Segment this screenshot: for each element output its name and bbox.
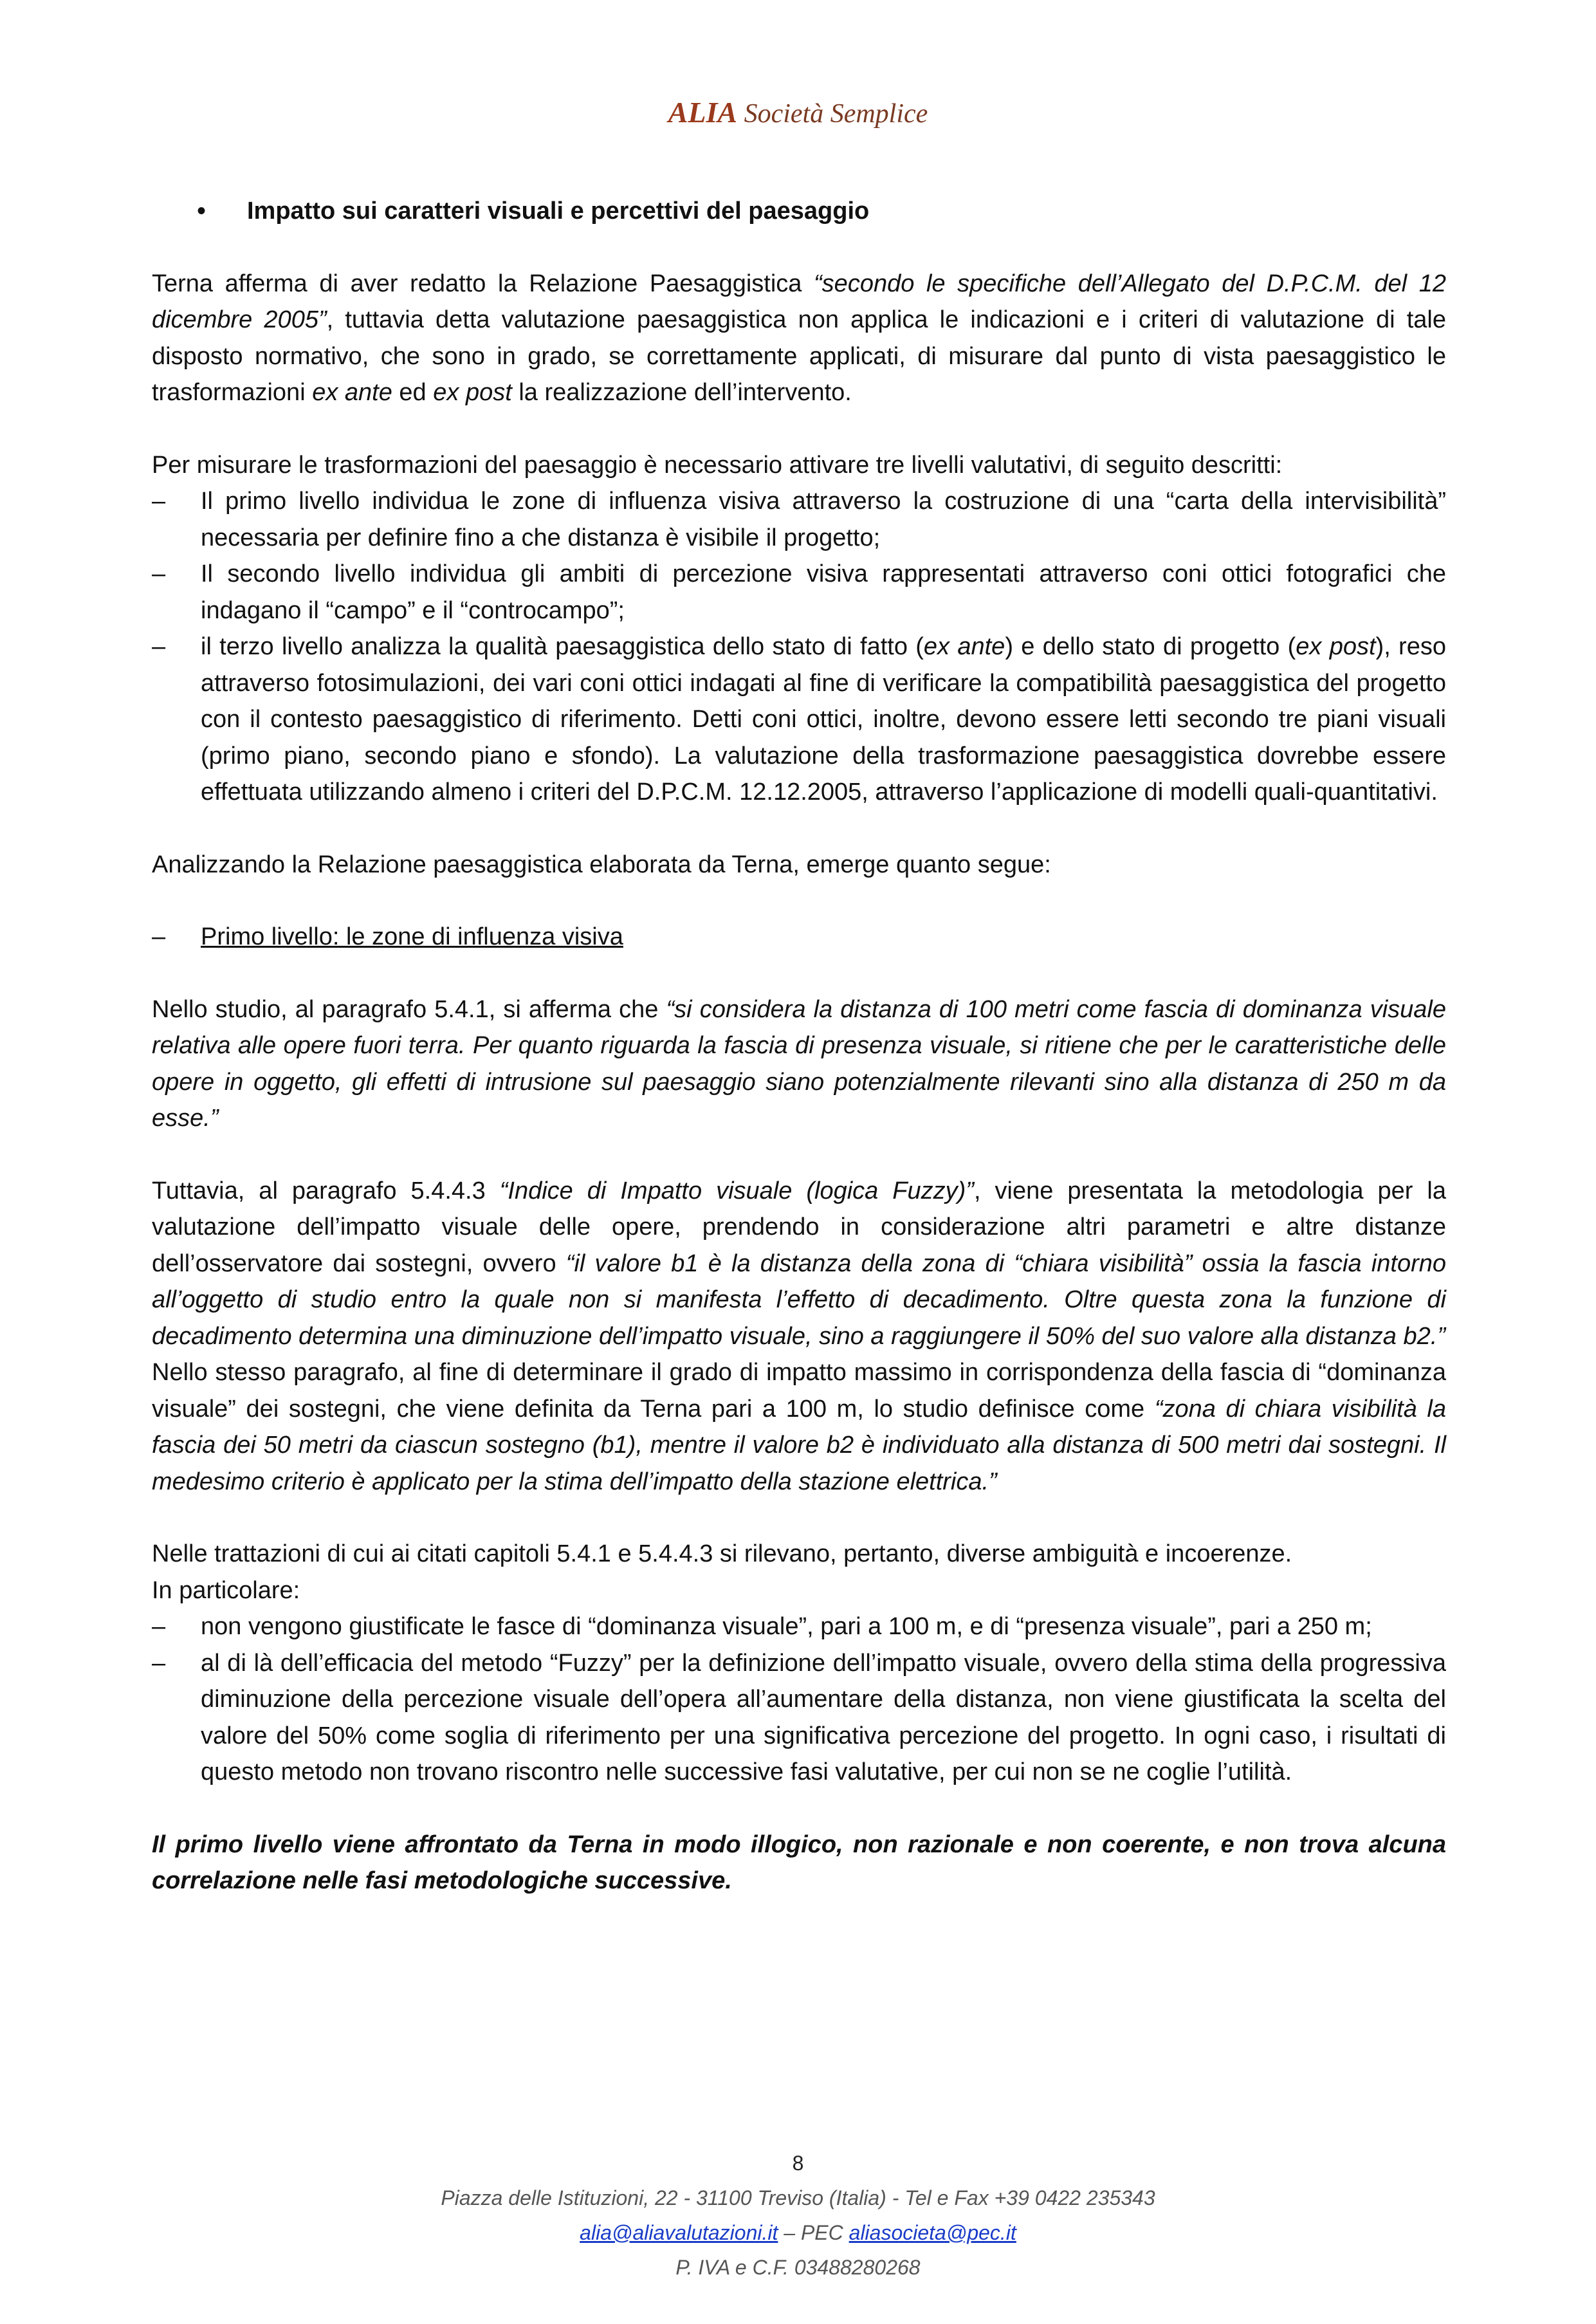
paragraph-same: [152, 1354, 1446, 1500]
subsection-heading-text: Primo livello: le zone di influenza visiva: [201, 923, 623, 950]
dash-icon: –: [152, 633, 166, 660]
quote-run: “il valore b1 è la distanza della zona di “chiara visibilità” ossia la fascia intorno all’oggetto di studio entro la quale non si manifesta l’effetto di decadimento. Oltre questa zona la funzione di decadimento determina una diminuzione dell’impatto visuale, sino a raggiungere il 50% del suo valore alla distanza b2.”: [152, 1250, 1446, 1350]
list-item-text: al di là dell’efficacia del metodo “Fuzzy” per la definizione dell’impatto visuale, ovvero della stima della progressiva diminuzione della percezione visuale dell’opera all’aumentare della distanza, non viene giustificata la scelta del valore del 50% come soglia di riferimento per una significativa percezione del progetto. In ogni caso, i risultati di questo metodo non trovano riscontro nelle successive fasi valutative, per cui non se ne coglie l’utilità.: [201, 1649, 1446, 1785]
pec-label: – PEC: [778, 2221, 849, 2244]
paragraph-intro: [152, 266, 1446, 411]
text-run: , tuttavia detta valutazione paesaggistica non applica le indicazioni e i criteri di valutazione di tale disposto normativo, che sono in grado, se correttamente applicati, di misurare dal punto di vista paesaggistico le trasformazioni: [152, 306, 1446, 406]
list-item: [152, 1609, 1446, 1645]
section-heading: [152, 193, 1446, 230]
text-run: Nello studio, al paragrafo 5.4.1, si afferma che: [152, 995, 666, 1023]
dash-icon: –: [152, 560, 166, 587]
list-item-text: non vengono giustificate le fasce di “dominanza visuale”, pari a 100 m, e di “presenza visuale”, pari a 250 m;: [201, 1613, 1372, 1640]
list-item-text: Il secondo livello individua gli ambiti di percezione visiva rappresentati attraverso coni ottici fotografici che indagano il “campo” e il “controcampo”;: [201, 560, 1446, 624]
text-run: , viene presentata la metodologia per la valutazione dell’impatto visuale delle opere, prendendo in considerazione altri parametri e altre distanze dell’osservatore dai sostegni, ovvero: [152, 1177, 1446, 1277]
term-run: ex ante: [312, 379, 392, 406]
text-run: la realizzazione dell’intervento.: [511, 379, 852, 406]
list-item: [152, 483, 1446, 556]
dash-icon: –: [152, 488, 166, 515]
conclusion: Il primo livello viene affrontato da Terna in modo illogico, non razionale e non coerente, e non trova alcuna correlazione nelle fasi metodologiche successive.: [152, 1831, 1446, 1894]
term-run: ex post: [1296, 633, 1376, 660]
term-run: ex post: [433, 379, 512, 406]
footer-address: Piazza delle Istituzioni, 22 - 31100 Treviso (Italia) - Tel e Fax +39 0422 235343: [441, 2186, 1155, 2209]
footer-vat: P. IVA e C.F. 03488280268: [675, 2256, 921, 2279]
list-item: [152, 629, 1446, 811]
quote-run: “zona di chiara visibilità la fascia dei 50 metri da ciascun sostegno (b1), mentre il valore b2 è individuato alla distanza di 500 metri dai sostegni. Il medesimo criterio è applicato per la stima dell’impatto della stazione elettrica.”: [152, 1395, 1447, 1495]
paragraph-fuzzy: [152, 1173, 1446, 1355]
paragraph-particular: In particolare:: [152, 1576, 300, 1604]
email-link[interactable]: alia@aliavalutazioni.it: [580, 2221, 778, 2244]
dash-icon: –: [152, 1613, 166, 1640]
term-run: ex ante: [923, 633, 1005, 660]
quote-run: “secondo le specifiche dell’Allegato del D.P.C.M. del 12 dicembre 2005”: [152, 270, 1446, 333]
list-item-text: il terzo livello analizza la qualità paesaggistica dello stato di fatto (: [201, 633, 924, 660]
bullet-icon: •: [197, 198, 206, 225]
list-item: [152, 556, 1446, 629]
text-run: Terna afferma di aver redatto la Relazione Paesaggistica: [152, 270, 814, 297]
quote-run: “Indice di Impatto visuale (logica Fuzzy)”: [499, 1177, 974, 1204]
dash-icon: –: [152, 1649, 166, 1677]
paragraph-study: [152, 991, 1446, 1137]
subsection-heading: [152, 919, 1446, 955]
footer-contacts: [0, 2221, 1596, 2245]
page-number: 8: [792, 2152, 804, 2175]
document-body: [152, 193, 1446, 1899]
list-item-text: ) e dello stato di progetto (: [1005, 633, 1296, 660]
paragraph-ambiguity: Nelle trattazioni di cui ai citati capitoli 5.4.1 e 5.4.4.3 si rilevano, pertanto, diverse ambiguità e incoerenze.: [152, 1540, 1292, 1567]
list-item-text: Il primo livello individua le zone di influenza visiva attraverso la costruzione di una “carta della intervisibilità” necessaria per definire fino a che distanza è visibile il progetto;: [201, 488, 1446, 551]
paragraph-levels: Per misurare le trasformazioni del paesaggio è necessario attivare tre livelli valutativi, di seguito descritti:: [152, 451, 1283, 479]
quote-run: “si considera la distanza di 100 metri come fascia di dominanza visuale relativa alle opere fuori terra. Per quanto riguarda la fascia di presenza visuale, si ritiene che per le caratteristiche delle opere in oggetto, gli effetti di intrusione sul paesaggio siano potenzialmente rilevanti sino alla distanza di 250 m da esse.”: [152, 995, 1446, 1132]
header-subtitle: Società Semplice: [744, 99, 928, 129]
text-run: Nello stesso paragrafo, al fine di determinare il grado di impatto massimo in corrispondenza della fascia di “dominanza visuale” dei sostegni, che viene definita da Terna pari a 100 m, lo studio definisce come: [152, 1359, 1446, 1423]
list-item-text: ), reso attraverso fotosimulazioni, dei vari coni ottici indagati al fine di verificare la compatibilità paesaggistica del progetto con il contesto paesaggistico di riferimento. Detti coni ottici, inoltre, devono essere letti secondo tre piani visuali (primo piano, secondo piano e sfondo). La valutazione della trasformazione paesaggistica dovrebbe essere effettuata utilizzando almeno i criteri del D.P.C.M. 12.12.2005, attraverso l’applicazione di modelli quali-quantitativi.: [201, 633, 1446, 806]
pec-link[interactable]: aliasocieta@pec.it: [848, 2221, 1016, 2244]
text-run: Tuttavia, al paragrafo 5.4.4.3: [152, 1177, 500, 1204]
section-heading-text: Impatto sui caratteri visuali e percettivi del paesaggio: [247, 198, 870, 225]
dash-icon: –: [152, 923, 166, 950]
paragraph-analysis: Analizzando la Relazione paesaggistica elaborata da Terna, emerge quanto segue:: [152, 851, 1051, 878]
list-item: [152, 1645, 1446, 1791]
page-header: [0, 95, 1596, 129]
header-brand: ALIA: [668, 96, 738, 129]
text-run: ed: [392, 379, 434, 406]
